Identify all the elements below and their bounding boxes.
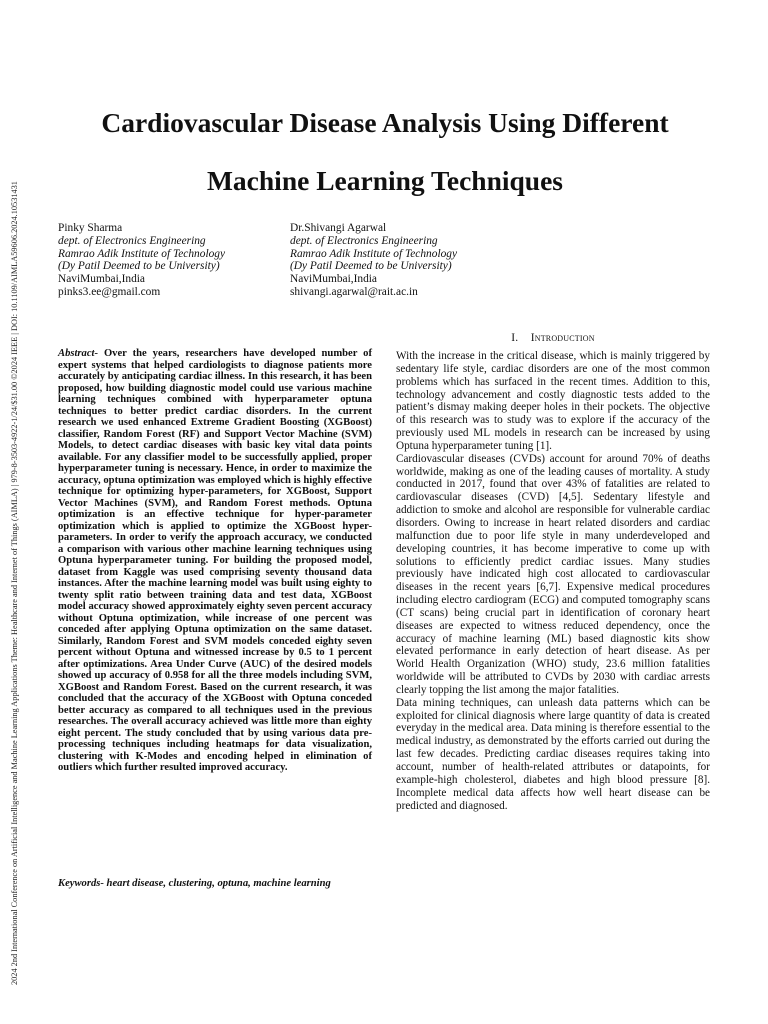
paper-title-line-2: Machine Learning Techniques [206,165,564,196]
author-university: (Dy Patil Deemed to be University) [58,260,220,273]
author-university: (Dy Patil Deemed to be University) [290,260,452,273]
keywords [58,878,372,890]
author-name: Dr.Shivangi Agarwal [290,222,387,234]
intro-paragraph-2: Cardiovascular diseases (CVDs) account for around 70% of deaths worldwide, making as one of the leading causes of mortality. A study conducted in 2017, found that over 43% of fatalities are related to cardiovascular diseases (CVD) [4,5]. Sedentary lifestyle and addiction to smoke and alcohol are responsible for vulnerable cardiac disorders. Owing to increase in heart related disorders and cardiac malfunction due to poor life style in many underdeveloped and developing countries, it has become imperative to come up with solutions to efficiently predict cardiac issues. Many studies previously have indicated high cost allocated to cardiovascular diseases in the recent years [6,7]. Expensive medical procedures including electro cardiogram (ECG) and computed tomography scans (CT scans) being crucial part in identification of coronary heart diseases are expected to witness reduced dependency, once the accuracy of machine learning (ML) based diagnostic kits show elevated performance in early detection of heart disease. As per World Health Organization (WHO) study, 23.6 million fatalities worldwide will be attributed to CVDs by 2030 with cardiac arrests clearly topping the list among the major fatalities. [396,452,710,696]
section-number: I. [511,332,519,344]
paper-title-line-1: Cardiovascular Disease Analysis Using Different [101,107,669,138]
introduction-body [396,350,710,812]
author-institute: Ramrao Adik Institute of Technology [58,247,226,260]
conference-side-note [8,40,22,985]
author-name: Pinky Sharma [58,222,123,234]
author-dept: dept. of Electronics Engineering [58,234,206,247]
author-city: NaviMumbai,India [290,273,377,286]
abstract [58,348,372,774]
intro-paragraph-1: With the increase in the critical disease, which is mainly triggered by sedentary life style, cardiac disorders are one of the most common problems which has surfaced in the recent times. Addition to this, technology advancement and costly diagnostic tests added to the patient’s dismay making deeper holes in their pockets. The objective of this research was to study was to explore if the accuracy of the previously used ML models in research can be increased by using Optuna hyperparameter tuning [1]. [396,350,710,452]
section-heading-introduction [396,332,710,344]
keywords-label: Keywords- [58,878,104,889]
author-dept: dept. of Electronics Engineering [290,234,438,247]
keywords-text: heart disease, clustering, optuna, machine learning [103,878,331,889]
author-email: pinks3.ee@gmail.com [58,285,161,298]
abstract-label: Abstract- [58,348,99,359]
author-city: NaviMumbai,India [58,273,145,286]
abstract-text: Over the years, researchers have developed number of expert systems that helped cardiologists to diagnose patients more accurately by anticipating cardiac illness. In this research, it has been proposed, how building diagnostic model could use various machine learning techniques combined with hyperparameter optuna techniques to better predict cardiac disorders. In the current research we used enhanced Extreme Gradient Boosting (XGBoost) classifier, Random Forest (RF) and Support Vector Machine (SVM) Models, to detect cardiac diseases with basic key vital data points available. For any classifier model to be successfully applied, proper hyperparameter tuning is necessary. Hence, in order to maximize the accuracy, optuna optimization was employed which is highly effective technique for optimizing hyper-parameters, for XGBoost, Support Vector Machines (SVM), and Random Forest methods. Optuna optimization is an effective technique for hyper-parameter optimization which is applied to optimize the XGBoost hyper-parameters. In order to verify the approach accuracy, we conducted a comparison with various other machine learning techniques using Optuna hyperparameter tuning. For building the proposed model, dataset from Kaggle was used comprising seventy thousand data instances. After the machine learning model was built using eighty to twenty split ratio between training data and test data, XGBoost model accuracy showed approximately eighty seven percent accuracy without Optuna optimization, while increase of one percent was conceded after applying Optuna optimization on the same dataset. Similarly, Random Forest and SVM models conceded eighty seven percent without Optuna and witnessed increase by 0.5 to 1 percent after optimizations. Area Under Curve (AUC) of the desired models showed up accuracy of 0.958 for all the three models including SVM, XGBoost and Random Forest. Based on the current research, it was concluded that the accuracy of the XGBoost with Optuna conceded better accuracy as compared to all techniques used in the previous researches. The overall accuracy achieved was little more than eighty eight percent. The study concluded that by using various data pre-processing techniques including heatmaps for data visualization, clustering with K-Modes and encoding helped in elimination of outliers which further resulted improved accuracy. [58,348,372,773]
intro-paragraph-3: Data mining techniques, can unleash data patterns which can be exploited for clinical diagnosis where large quantity of data is created everyday in the medical area. Data mining is therefore essential to the medical industry, as demonstrated by the efforts carried out during the last few decades. Predicting cardiac diseases requires taking into account, number of health-related attributes or datapoints, for example-high cholesterol, diabetes and high blood pressure [8]. Incomplete medical data affects how well heart disease can be predicted and diagnosed. [396,696,710,812]
conference-doi-line: 2024 2nd International Conference on Artificial Intelligence and Machine Learning Applications Theme: Healthcare and Internet of Things (AIMLA) | 979-8-3503-4922-1/24/$31.00 ©2024 IEEE | DOI: 10.1109/AIMLA59606.2024.10531431 [10,181,19,985]
author-block-1 [58,222,225,299]
section-title: Introduction [530,332,595,344]
author-block-2 [290,222,457,299]
author-email: shivangi.agarwal@rait.ac.in [290,285,418,298]
author-institute: Ramrao Adik Institute of Technology [290,247,458,260]
